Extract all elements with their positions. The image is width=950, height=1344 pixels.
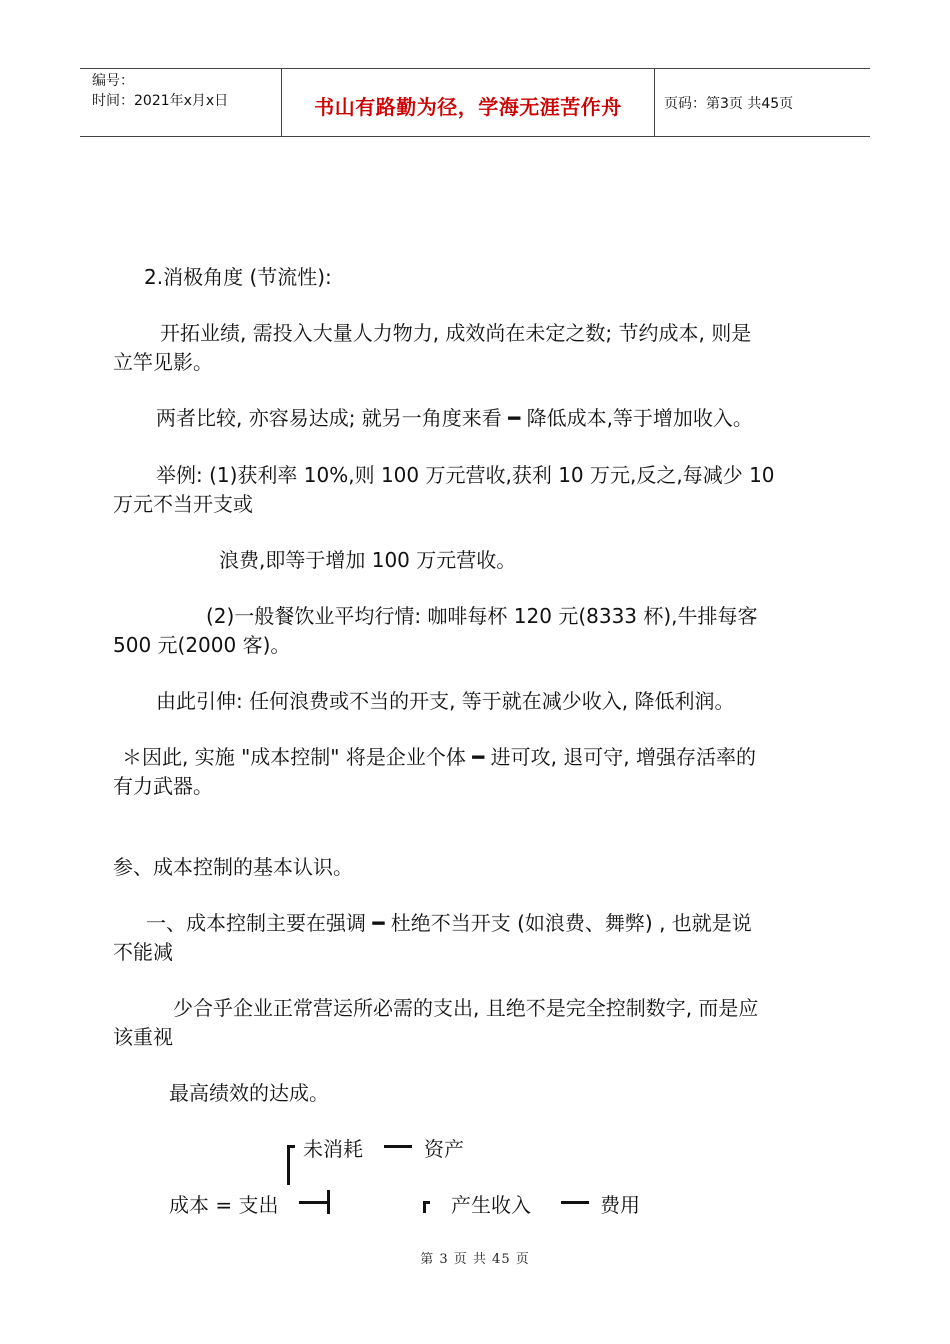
connector-dash — [384, 1145, 412, 1148]
bracket-top-tick — [287, 1145, 295, 1148]
paragraph-line: 不能减 — [113, 940, 173, 964]
bracket-vertical — [287, 1145, 290, 1185]
paragraph-line: 少合乎企业正常营运所必需的支出, 且绝不是完全控制数字, 而是应 — [173, 996, 759, 1020]
paragraph-line: 开拓业绩, 需投入大量人力物力, 成效尚在未定之数; 节约成本, 则是 — [160, 321, 752, 345]
section-heading-passive: 2.消极角度 (节流性): — [144, 265, 332, 289]
page-header — [80, 68, 870, 137]
header-left-cell — [80, 69, 281, 136]
paragraph-line: 一、成本控制主要在强调 ━ 杜绝不当开支 (如浪费、舞弊) , 也就是说 — [146, 911, 752, 935]
paragraph-line: 浪费,即等于增加 100 万元营收。 — [219, 548, 517, 572]
paragraph-line: 举例: (1)获利率 10%,则 100 万元营收,获利 10 万元,反之,每减少 10 — [156, 463, 775, 487]
connector-dash — [299, 1201, 327, 1204]
expense-label: 费用 — [600, 1193, 640, 1217]
header-right-cell — [654, 69, 870, 136]
unconsumed-label: 未消耗 — [303, 1137, 363, 1161]
paragraph-line: ＊因此, 实施 "成本控制" 将是企业个体 ━ 进可攻, 退可守, 增强存活率的 — [122, 745, 757, 769]
paragraph-line: 有力武器。 — [113, 774, 213, 798]
produce-income-label: 产生收入 — [451, 1193, 531, 1217]
bracket-joint — [327, 1190, 330, 1214]
connector-dash — [561, 1201, 589, 1204]
bracket-small-tick — [423, 1201, 430, 1204]
page-indicator: 页码：第3页 共45页 — [664, 96, 794, 112]
paragraph-line: (2)一般餐饮业平均行情: 咖啡每杯 120 元(8333 杯),牛排每客 — [206, 604, 758, 628]
number-label: 编号： — [92, 73, 134, 89]
paragraph-line: 该重视 — [113, 1025, 173, 1049]
time-label: 时间：2021年x月x日 — [92, 93, 229, 109]
asset-label: 资产 — [424, 1137, 464, 1161]
cost-expenditure-label: 成本 = 支出 — [169, 1193, 279, 1217]
paragraph-line: 万元不当开支或 — [113, 492, 253, 516]
section-heading-basics: 参、成本控制的基本认识。 — [113, 855, 353, 879]
paragraph-line: 最高绩效的达成。 — [169, 1081, 329, 1105]
header-center-cell — [281, 69, 655, 136]
paragraph-line: 立竿见影。 — [113, 350, 213, 374]
paragraph-line: 两者比较, 亦容易达成; 就另一角度来看 ━ 降低成本,等于增加收入。 — [156, 406, 753, 430]
paragraph-line: 500 元(2000 客)。 — [113, 633, 291, 657]
page-footer: 第 3 页 共 45 页 — [420, 1252, 530, 1267]
header-motto: 书山有路勤为径，学海无涯苦作舟 — [314, 95, 622, 119]
paragraph-line: 由此引伸: 任何浪费或不当的开支, 等于就在减少收入, 降低利润。 — [156, 689, 735, 713]
